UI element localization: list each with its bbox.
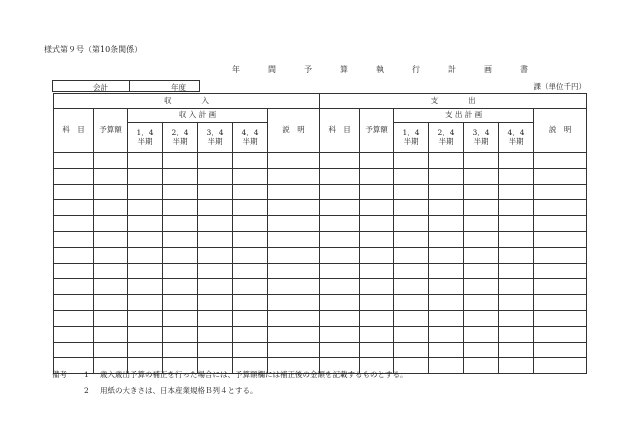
table-cell[interactable] xyxy=(268,184,320,200)
table-cell[interactable] xyxy=(360,216,394,232)
table-cell[interactable] xyxy=(54,342,94,358)
table-cell[interactable] xyxy=(94,168,128,184)
table-cell[interactable] xyxy=(360,247,394,263)
account-year-box xyxy=(52,80,200,92)
table-cell[interactable] xyxy=(394,153,429,169)
table-cell[interactable] xyxy=(534,231,587,247)
table-cell[interactable] xyxy=(499,263,534,279)
notes-section xyxy=(52,367,612,399)
table-cell[interactable] xyxy=(54,153,94,169)
table-cell[interactable] xyxy=(534,342,587,358)
department-unit-label: 課（単位千円） xyxy=(533,82,586,91)
table-cell[interactable] xyxy=(94,326,128,342)
table-cell[interactable] xyxy=(94,231,128,247)
table-cell[interactable] xyxy=(198,310,233,326)
table-cell[interactable] xyxy=(534,168,587,184)
table-cell[interactable] xyxy=(198,279,233,295)
table-cell[interactable] xyxy=(320,342,360,358)
income-q4-header: 4．4 半期 xyxy=(233,123,268,153)
table-row xyxy=(54,216,587,232)
table-cell[interactable] xyxy=(198,231,233,247)
expense-subject-header: 科 目 xyxy=(320,109,360,153)
table-cell[interactable] xyxy=(429,231,464,247)
table-cell[interactable] xyxy=(128,247,163,263)
table-cell[interactable] xyxy=(320,295,360,311)
table-cell[interactable] xyxy=(198,216,233,232)
table-cell[interactable] xyxy=(534,310,587,326)
table-cell[interactable] xyxy=(429,326,464,342)
table-cell[interactable] xyxy=(268,279,320,295)
table-cell[interactable] xyxy=(233,326,268,342)
table-cell[interactable] xyxy=(394,310,429,326)
table-cell[interactable] xyxy=(534,279,587,295)
income-q2-header: 2．4 半期 xyxy=(163,123,198,153)
table-cell[interactable] xyxy=(429,216,464,232)
table-cell[interactable] xyxy=(163,342,198,358)
table-cell[interactable] xyxy=(233,168,268,184)
table-cell[interactable] xyxy=(198,342,233,358)
note-item xyxy=(52,383,612,399)
table-cell[interactable] xyxy=(163,200,198,216)
table-cell[interactable] xyxy=(198,247,233,263)
table-cell[interactable] xyxy=(128,326,163,342)
table-cell[interactable] xyxy=(360,263,394,279)
table-cell[interactable] xyxy=(394,326,429,342)
table-cell[interactable] xyxy=(360,200,394,216)
note-number: 1 xyxy=(84,370,89,379)
table-cell[interactable] xyxy=(394,231,429,247)
table-cell[interactable] xyxy=(233,342,268,358)
table-row xyxy=(54,342,587,358)
form-number: 様式第９号（第10条関係） xyxy=(44,45,143,54)
table-cell[interactable] xyxy=(268,263,320,279)
table-cell[interactable] xyxy=(429,342,464,358)
table-cell[interactable] xyxy=(499,247,534,263)
table-cell[interactable] xyxy=(464,216,499,232)
table-cell[interactable] xyxy=(429,295,464,311)
table-cell[interactable] xyxy=(198,168,233,184)
table-cell[interactable] xyxy=(233,216,268,232)
table-cell[interactable] xyxy=(394,263,429,279)
table-cell[interactable] xyxy=(534,216,587,232)
table-cell[interactable] xyxy=(94,342,128,358)
table-cell[interactable] xyxy=(268,247,320,263)
table-cell[interactable] xyxy=(464,263,499,279)
table-cell[interactable] xyxy=(320,168,360,184)
table-cell[interactable] xyxy=(534,200,587,216)
note-text: 歳入歳出予算の補正を行った場合には、予算額欄には補正後の金額を記載するものとする。 xyxy=(100,370,408,379)
table-cell[interactable] xyxy=(54,184,94,200)
income-budget-header: 予算額 xyxy=(94,109,128,153)
table-cell[interactable] xyxy=(360,295,394,311)
table-cell[interactable] xyxy=(499,216,534,232)
table-row xyxy=(54,153,587,169)
table-cell[interactable] xyxy=(429,200,464,216)
table-cell[interactable] xyxy=(499,231,534,247)
table-row xyxy=(54,168,587,184)
table-cell[interactable] xyxy=(464,231,499,247)
note-number: 2 xyxy=(84,386,89,395)
table-cell[interactable] xyxy=(128,231,163,247)
table-cell[interactable] xyxy=(233,295,268,311)
table-cell[interactable] xyxy=(320,231,360,247)
income-plan-header: 収 入 計 画 xyxy=(128,109,268,123)
table-cell[interactable] xyxy=(360,279,394,295)
notes-label: 備考 xyxy=(52,370,67,379)
expense-q4-header: 4．4 半期 xyxy=(499,123,534,153)
table-cell[interactable] xyxy=(320,216,360,232)
table-cell[interactable] xyxy=(499,279,534,295)
table-cell[interactable] xyxy=(394,216,429,232)
table-cell[interactable] xyxy=(429,263,464,279)
table-cell[interactable] xyxy=(163,263,198,279)
expense-q2-header: 2．4 半期 xyxy=(429,123,464,153)
table-cell[interactable] xyxy=(54,168,94,184)
expense-q3-header: 3．4 半期 xyxy=(464,123,499,153)
table-cell[interactable] xyxy=(268,153,320,169)
table-cell[interactable] xyxy=(54,263,94,279)
table-cell[interactable] xyxy=(534,247,587,263)
table-cell[interactable] xyxy=(464,279,499,295)
table-cell[interactable] xyxy=(268,295,320,311)
table-cell[interactable] xyxy=(320,310,360,326)
table-cell[interactable] xyxy=(394,200,429,216)
table-cell[interactable] xyxy=(268,216,320,232)
table-cell[interactable] xyxy=(360,231,394,247)
table-cell[interactable] xyxy=(429,153,464,169)
table-cell[interactable] xyxy=(429,310,464,326)
note-item xyxy=(52,367,612,383)
table-cell[interactable] xyxy=(198,295,233,311)
table-cell[interactable] xyxy=(163,184,198,200)
table-cell[interactable] xyxy=(499,326,534,342)
table-row xyxy=(54,184,587,200)
table-row xyxy=(54,295,587,311)
table-cell[interactable] xyxy=(268,200,320,216)
table-cell[interactable] xyxy=(233,153,268,169)
table-cell[interactable] xyxy=(320,326,360,342)
table-row xyxy=(54,247,587,263)
table-cell[interactable] xyxy=(94,216,128,232)
table-cell[interactable] xyxy=(499,342,534,358)
table-cell[interactable] xyxy=(534,153,587,169)
table-cell[interactable] xyxy=(394,342,429,358)
table-cell[interactable] xyxy=(54,216,94,232)
table-cell[interactable] xyxy=(268,168,320,184)
fiscal-year-label: 年度 xyxy=(171,83,186,92)
table-cell[interactable] xyxy=(233,231,268,247)
table-cell[interactable] xyxy=(534,326,587,342)
table-cell[interactable] xyxy=(128,295,163,311)
table-cell[interactable] xyxy=(360,153,394,169)
table-cell[interactable] xyxy=(499,200,534,216)
table-cell[interactable] xyxy=(464,153,499,169)
table-cell[interactable] xyxy=(499,310,534,326)
table-cell[interactable] xyxy=(163,326,198,342)
table-cell[interactable] xyxy=(464,200,499,216)
table-cell[interactable] xyxy=(163,247,198,263)
table-cell[interactable] xyxy=(233,200,268,216)
table-cell[interactable] xyxy=(163,279,198,295)
table-cell[interactable] xyxy=(429,247,464,263)
table-cell[interactable] xyxy=(54,200,94,216)
table-cell[interactable] xyxy=(233,310,268,326)
expense-budget-header: 予算額 xyxy=(360,109,394,153)
table-cell[interactable] xyxy=(198,184,233,200)
table-cell[interactable] xyxy=(128,310,163,326)
table-cell[interactable] xyxy=(54,247,94,263)
table-cell[interactable] xyxy=(464,326,499,342)
table-cell[interactable] xyxy=(360,310,394,326)
table-cell[interactable] xyxy=(320,153,360,169)
document-title: 年 間 予 算 執 行 計 画 書 xyxy=(232,65,538,74)
expense-q1-header: 1．4 半期 xyxy=(394,123,429,153)
table-cell[interactable] xyxy=(233,184,268,200)
table-cell[interactable] xyxy=(499,153,534,169)
table-cell[interactable] xyxy=(163,310,198,326)
table-cell[interactable] xyxy=(464,184,499,200)
table-cell[interactable] xyxy=(163,153,198,169)
table-cell[interactable] xyxy=(128,200,163,216)
table-cell[interactable] xyxy=(128,184,163,200)
table-row xyxy=(54,326,587,342)
table-cell[interactable] xyxy=(54,231,94,247)
table-cell[interactable] xyxy=(464,310,499,326)
expense-header: 支 出 xyxy=(320,94,587,109)
table-cell[interactable] xyxy=(394,247,429,263)
budget-plan-table xyxy=(53,93,587,374)
table-cell[interactable] xyxy=(268,342,320,358)
table-cell[interactable] xyxy=(499,168,534,184)
table-cell[interactable] xyxy=(499,295,534,311)
table-cell[interactable] xyxy=(198,200,233,216)
table-cell[interactable] xyxy=(499,184,534,200)
income-q3-header: 3．4 半期 xyxy=(198,123,233,153)
table-cell[interactable] xyxy=(54,310,94,326)
table-cell[interactable] xyxy=(464,295,499,311)
table-cell[interactable] xyxy=(128,279,163,295)
expense-plan-header: 支 出 計 画 xyxy=(394,109,534,123)
table-cell[interactable] xyxy=(534,184,587,200)
table-cell[interactable] xyxy=(233,263,268,279)
table-cell[interactable] xyxy=(128,168,163,184)
table-cell[interactable] xyxy=(163,216,198,232)
table-cell[interactable] xyxy=(534,263,587,279)
table-cell[interactable] xyxy=(54,295,94,311)
account-label: 会計 xyxy=(93,83,108,92)
table-cell[interactable] xyxy=(128,153,163,169)
table-cell[interactable] xyxy=(320,247,360,263)
table-cell[interactable] xyxy=(268,326,320,342)
table-row xyxy=(54,263,587,279)
income-q1-header: 1．4 半期 xyxy=(128,123,163,153)
table-cell[interactable] xyxy=(360,184,394,200)
table-cell[interactable] xyxy=(163,295,198,311)
income-subject-header: 科 目 xyxy=(54,109,94,153)
expense-description-header: 説 明 xyxy=(534,109,587,153)
table-cell[interactable] xyxy=(320,263,360,279)
table-cell[interactable] xyxy=(360,326,394,342)
table-row xyxy=(54,279,587,295)
table-cell[interactable] xyxy=(94,200,128,216)
table-cell[interactable] xyxy=(394,295,429,311)
table-cell[interactable] xyxy=(128,216,163,232)
table-cell[interactable] xyxy=(128,342,163,358)
table-cell[interactable] xyxy=(464,342,499,358)
table-row xyxy=(54,310,587,326)
table-cell[interactable] xyxy=(94,263,128,279)
table-cell[interactable] xyxy=(464,168,499,184)
table-cell[interactable] xyxy=(320,184,360,200)
table-cell[interactable] xyxy=(94,295,128,311)
table-cell[interactable] xyxy=(429,184,464,200)
table-cell[interactable] xyxy=(198,263,233,279)
table-row xyxy=(54,231,587,247)
table-cell[interactable] xyxy=(268,231,320,247)
table-cell[interactable] xyxy=(94,184,128,200)
table-cell[interactable] xyxy=(94,310,128,326)
table-cell[interactable] xyxy=(233,247,268,263)
table-cell[interactable] xyxy=(429,279,464,295)
table-cell[interactable] xyxy=(163,231,198,247)
note-text: 用紙の大きさは、日本産業規格Ｂ列４とする。 xyxy=(100,386,258,395)
table-cell[interactable] xyxy=(394,279,429,295)
income-description-header: 説 明 xyxy=(268,109,320,153)
table-cell[interactable] xyxy=(268,310,320,326)
table-cell[interactable] xyxy=(94,247,128,263)
table-cell[interactable] xyxy=(54,326,94,342)
table-cell[interactable] xyxy=(320,200,360,216)
table-cell[interactable] xyxy=(198,326,233,342)
table-cell[interactable] xyxy=(394,184,429,200)
table-cell[interactable] xyxy=(394,168,429,184)
table-cell[interactable] xyxy=(534,295,587,311)
table-row xyxy=(54,200,587,216)
table-cell[interactable] xyxy=(464,247,499,263)
table-cell[interactable] xyxy=(360,168,394,184)
table-cell[interactable] xyxy=(429,168,464,184)
table-cell[interactable] xyxy=(320,279,360,295)
account-divider xyxy=(129,81,130,92)
table-cell[interactable] xyxy=(360,342,394,358)
table-cell[interactable] xyxy=(163,168,198,184)
table-cell[interactable] xyxy=(198,153,233,169)
table-cell[interactable] xyxy=(54,279,94,295)
table-cell[interactable] xyxy=(128,263,163,279)
table-cell[interactable] xyxy=(94,279,128,295)
table-cell[interactable] xyxy=(94,153,128,169)
table-cell[interactable] xyxy=(233,279,268,295)
income-header: 収 入 xyxy=(54,94,320,109)
